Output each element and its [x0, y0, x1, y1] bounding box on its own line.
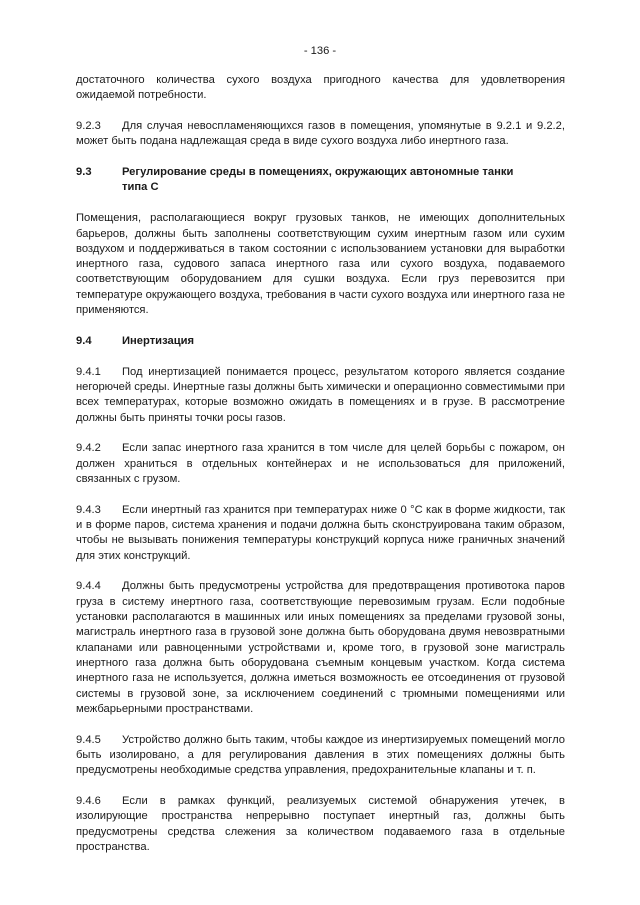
paragraph-text: Если инертный газ хранится при температурах ниже 0 °C как в форме жидкости, так и в форме паров, система хранения и подачи должна быть сконструирована таким образом, чтобы не вызывать понижения температуры конструкций корпуса ниже граничных значений для этих конструкций. — [76, 503, 565, 562]
paragraph-9-4-4 — [76, 579, 565, 717]
paragraph-text: Если в рамках функций, реализуемых системой обнаружения утечек, в изолирующие пространства непрерывно поступает инертный газ, должны быть предусмотрены средства слежения за количеством подаваемого газа в отдельные пространства. — [76, 794, 565, 853]
paragraph-text: Если запас инертного газа хранится в том числе для целей борьбы с пожаром, он должен храниться в отдельных контейнерах и не использоваться для приложений, связанных с грузом. — [76, 442, 565, 485]
paragraph-number: 9.4.3 — [76, 503, 101, 516]
paragraph-9-2-3 — [76, 119, 565, 150]
paragraph-continuation — [76, 73, 565, 104]
section-heading-9-3 — [76, 165, 565, 196]
section-title: Инертизация — [122, 334, 194, 347]
paragraph-text: Под инертизацией понимается процесс, результатом которого является создание негорючей среды. Инертные газы должны быть химически и операционно совместимыми при всех температурах, которые возможно ожидать в помещениях и в грузе. В рассмотрение должны быть приняты точки росы газов. — [76, 365, 565, 424]
paragraph-number: 9.4.6 — [76, 794, 101, 807]
paragraph-text: Помещения, располагающиеся вокруг грузовых танков, не имеющих дополнительных барьеров, должны быть заполнены соответствующим сухим инертным газом или сухим воздухом и поддерживаться в таком состоянии с использованием установки для выработки инертного газа, судового запаса инертного газа или сухого воздуха, подаваемого соответствующим оборудованием для сушки воздуха. Если груз перевозится при температуре окружающего воздуха, требования в части сухого воздуха или инертного газа не применяются. — [76, 212, 565, 317]
paragraph-9-4-6 — [76, 794, 565, 855]
page-number: - 136 - — [303, 45, 337, 57]
section-heading-9-4 — [76, 334, 565, 349]
paragraph-number: 9.2.3 — [76, 120, 101, 133]
page-content — [76, 73, 565, 871]
paragraph-text: достаточного количества сухого воздуха пригодного качества для удовлетворения ожидаемой потребности. — [76, 74, 565, 102]
paragraph-9-4-5 — [76, 733, 565, 779]
paragraph-number: 9.4.4 — [76, 580, 101, 593]
paragraph-number: 9.4.2 — [76, 442, 101, 455]
paragraph-9-4-3 — [76, 503, 565, 564]
paragraph-9-4-1 — [76, 365, 565, 426]
paragraph-text: Должны быть предусмотрены устройства для предотвращения противотока паров груза в систему инертного газа, соответствующие перевозимым грузам. Если подобные установки располагаются в машинных или иных помещениях за пределами грузовой зоны, магистраль инертного газа в грузовой зоне должна быть оборудована двумя невозвратными клапанами или равноценными устройствами и, кроме того, в грузовой зоне магистраль инертного газа должна быть оборудована съемным концевым участком. Когда система инертного газа не используется, должна иметься возможность ее отсоединения от грузовой системы в грузовой зоне, за исключением соединений с трюмными помещениями или межбарьерными пространствами. — [76, 580, 565, 715]
section-title: Регулирование среды в помещениях, окружающих автономные танки типа C — [122, 166, 514, 194]
paragraph-text: Для случая невоспламеняющихся газов в помещения, упомянутые в 9.2.1 и 9.2.2, может быть подана надлежащая среда в виде сухого воздуха либо инертного газа. — [76, 120, 565, 148]
section-number: 9.4 — [76, 334, 92, 347]
paragraph-number: 9.4.5 — [76, 733, 101, 746]
paragraph-number: 9.4.1 — [76, 365, 101, 378]
paragraph-9-4-2 — [76, 441, 565, 487]
section-number: 9.3 — [76, 166, 92, 179]
paragraph-9-3-body — [76, 211, 565, 318]
paragraph-text: Устройство должно быть таким, чтобы каждое из инертизируемых помещений могло быть изолировано, а для регулирования давления в этих помещениях должны быть предусмотрены необходимые средства управления, предохранительные клапаны и т. п. — [76, 733, 565, 777]
